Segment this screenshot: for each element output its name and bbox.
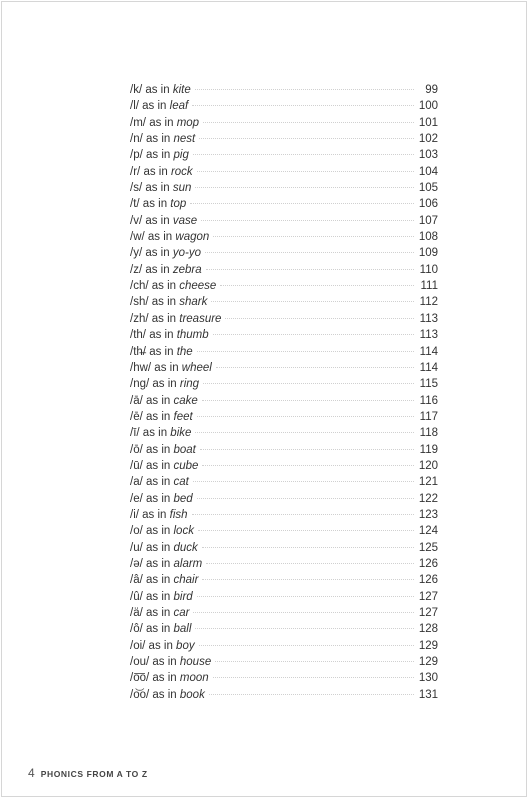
toc-example-word: thumb <box>176 329 209 342</box>
toc-example-word: alarm <box>173 557 203 570</box>
toc-entry-label <box>130 687 205 703</box>
toc-example-word: top <box>170 198 187 211</box>
toc-page-number: 126 <box>418 557 438 570</box>
toc-example-word: kite <box>172 84 191 96</box>
dot-leader <box>202 547 414 548</box>
dot-leader <box>202 579 414 580</box>
toc-sound: /e/ <box>130 492 143 505</box>
toc-example-word: lock <box>173 525 194 538</box>
dot-leader <box>205 252 414 253</box>
toc-entry-label <box>130 393 198 409</box>
toc-sound: /ō/ <box>130 443 143 456</box>
toc-entry-label <box>130 294 207 310</box>
table-of-contents <box>130 82 438 703</box>
toc-example-word: fish <box>169 508 188 521</box>
dot-leader <box>199 645 414 646</box>
toc-page-number: 112 <box>419 296 438 309</box>
toc-page-number: 118 <box>419 427 438 440</box>
toc-example-word: shark <box>179 296 208 309</box>
toc-entry <box>130 621 438 637</box>
toc-entry <box>130 294 438 310</box>
toc-connector: as in <box>146 459 171 472</box>
toc-example-word: boat <box>173 443 196 456</box>
toc-page-number: 106 <box>418 198 438 211</box>
toc-page-number: 124 <box>418 525 438 538</box>
toc-connector: as in <box>152 672 177 685</box>
toc-entry-label <box>130 572 198 588</box>
toc-sound: /o͞o/ <box>130 672 150 685</box>
toc-sound: /hw/ <box>130 361 152 374</box>
dot-leader <box>202 465 414 466</box>
toc-connector: as in <box>142 198 168 211</box>
toc-connector: as in <box>145 247 170 260</box>
dot-leader <box>216 367 414 368</box>
toc-page-number: 127 <box>418 590 438 603</box>
toc-example-word: boy <box>176 639 195 652</box>
toc-example-word: treasure <box>179 312 222 325</box>
dot-leader <box>198 530 414 531</box>
dot-leader <box>193 612 414 613</box>
toc-page-number: 127 <box>418 607 438 619</box>
toc-entry-label <box>130 311 221 327</box>
toc-entry-label <box>130 409 193 425</box>
toc-connector: as in <box>142 427 168 440</box>
toc-example-word: ring <box>179 378 200 391</box>
toc-sound: /v/ <box>130 214 143 227</box>
toc-sound: /o/ <box>130 525 143 538</box>
toc-entry <box>130 654 438 670</box>
toc-entry <box>130 115 438 131</box>
toc-entry-label <box>130 82 191 98</box>
dot-leader <box>213 334 414 335</box>
toc-entry-label <box>130 327 209 343</box>
toc-example-word: bird <box>173 590 193 603</box>
dot-leader <box>213 677 414 678</box>
dot-leader <box>195 628 414 629</box>
toc-entry-label <box>130 213 197 229</box>
toc-entry <box>130 262 438 278</box>
toc-page-number: 101 <box>418 116 438 129</box>
toc-entry <box>130 458 438 474</box>
dot-leader <box>200 449 414 450</box>
toc-entry <box>130 278 438 294</box>
toc-connector: as in <box>152 378 177 391</box>
toc-sound: /ā/ <box>130 394 143 407</box>
toc-entry-label <box>130 180 191 196</box>
toc-sound: /y/ <box>130 247 143 260</box>
dot-leader <box>199 138 414 139</box>
dot-leader <box>195 432 414 433</box>
toc-connector: as in <box>145 182 170 195</box>
dot-leader <box>197 416 414 417</box>
toc-sound: /ng/ <box>130 378 150 391</box>
toc-entry <box>130 425 438 441</box>
dot-leader <box>225 318 414 319</box>
dot-leader <box>195 89 414 90</box>
toc-connector: as in <box>146 410 171 423</box>
toc-entry-label <box>130 245 201 261</box>
toc-page-number: 114 <box>419 345 438 358</box>
toc-entry <box>130 147 438 163</box>
toc-page-number: 100 <box>418 100 438 113</box>
toc-entry-label <box>130 262 202 278</box>
dot-leader <box>192 514 414 515</box>
toc-sound: /ə/ <box>130 557 143 570</box>
toc-page-number: 128 <box>418 623 438 636</box>
toc-example-word: duck <box>173 541 198 554</box>
toc-sound: /û/ <box>130 590 143 603</box>
toc-page-number: 113 <box>419 329 438 342</box>
dot-leader <box>192 105 414 106</box>
toc-page-number: 105 <box>418 182 438 195</box>
toc-entry <box>130 507 438 523</box>
toc-entry-label <box>130 278 216 294</box>
toc-page-number: 129 <box>418 639 438 652</box>
toc-sound: /ū/ <box>130 459 143 472</box>
toc-sound: /sh/ <box>130 296 149 309</box>
toc-entry-label <box>130 474 189 490</box>
toc-entry <box>130 311 438 327</box>
toc-sound: /w/ <box>130 231 145 244</box>
toc-page-number: 99 <box>425 84 438 96</box>
toc-entry <box>130 556 438 572</box>
dot-leader <box>213 236 414 237</box>
dot-leader <box>203 383 414 384</box>
toc-sound: /ch/ <box>130 280 149 293</box>
toc-sound: /i/ <box>130 508 139 521</box>
toc-sound: /n/ <box>130 133 143 146</box>
toc-entry-label <box>130 131 195 147</box>
toc-example-word: nest <box>173 133 196 146</box>
toc-sound: /t/ <box>130 198 140 211</box>
toc-connector: as in <box>143 165 168 178</box>
toc-example-word: ball <box>173 623 192 636</box>
toc-entry-label <box>130 196 186 212</box>
toc-page-number: 116 <box>419 394 438 407</box>
toc-page-number: 110 <box>419 263 438 276</box>
toc-example-word: book <box>179 688 205 701</box>
toc-connector: as in <box>149 329 174 342</box>
toc-connector: as in <box>151 296 177 309</box>
dot-leader <box>206 563 414 564</box>
toc-connector: as in <box>146 133 171 146</box>
toc-page-number: 119 <box>419 443 438 456</box>
toc-sound: /ī/ <box>130 427 140 440</box>
toc-example-word: wagon <box>175 231 210 244</box>
toc-example-word: cat <box>173 476 189 489</box>
dot-leader <box>215 661 414 662</box>
toc-entry <box>130 164 438 180</box>
toc-connector: as in <box>151 312 177 325</box>
toc-page-number: 108 <box>418 231 438 244</box>
toc-entry-label <box>130 654 211 670</box>
toc-entry-label <box>130 670 209 686</box>
toc-sound: /a/ <box>130 476 143 489</box>
toc-sound: /r/ <box>130 165 141 178</box>
toc-page-number: 111 <box>420 280 438 293</box>
toc-example-word: vase <box>172 214 198 227</box>
toc-sound: /zh/ <box>130 312 149 325</box>
toc-entry <box>130 670 438 686</box>
toc-entry <box>130 213 438 229</box>
toc-entry <box>130 82 438 98</box>
toc-page-number: 131 <box>418 688 438 701</box>
toc-sound: /ē/ <box>130 410 143 423</box>
footer-book-title: PHONICS FROM A TO Z <box>40 769 148 779</box>
toc-page-number: 130 <box>418 672 438 685</box>
toc-page-number: 125 <box>418 541 438 554</box>
toc-entry-label <box>130 147 189 163</box>
dot-leader <box>211 301 414 302</box>
dot-leader <box>197 351 414 352</box>
toc-connector: as in <box>148 639 173 652</box>
toc-example-word: zebra <box>172 263 202 276</box>
dot-leader <box>190 203 414 204</box>
toc-example-word: bike <box>170 427 192 440</box>
toc-page-number: 109 <box>418 247 438 260</box>
toc-entry <box>130 245 438 261</box>
toc-sound: /u/ <box>130 541 143 554</box>
toc-connector: as in <box>145 84 170 96</box>
toc-example-word: house <box>179 656 212 669</box>
toc-entry <box>130 572 438 588</box>
toc-page-number: 113 <box>419 312 438 325</box>
toc-page-number: 102 <box>418 133 438 146</box>
toc-entry <box>130 344 438 360</box>
toc-entry-label <box>130 458 198 474</box>
toc-entry <box>130 98 438 114</box>
toc-entry <box>130 638 438 654</box>
dot-leader <box>209 694 414 695</box>
toc-example-word: chair <box>173 574 199 587</box>
toc-connector: as in <box>147 231 173 244</box>
toc-entry <box>130 196 438 212</box>
toc-page-number: 104 <box>418 165 438 178</box>
dot-leader <box>193 154 414 155</box>
toc-sound: /k/ <box>130 84 143 96</box>
toc-entry-label <box>130 229 209 245</box>
toc-page-number: 107 <box>418 214 438 227</box>
toc-sound: /o͝o/ <box>130 688 150 701</box>
page-footer <box>28 766 148 780</box>
toc-connector: as in <box>154 361 179 374</box>
dot-leader <box>197 171 414 172</box>
toc-page-number: 117 <box>419 410 438 423</box>
toc-sound: /m/ <box>130 116 146 129</box>
toc-page-number: 126 <box>418 574 438 587</box>
toc-entry-label <box>130 589 193 605</box>
toc-entry-label <box>130 621 191 637</box>
toc-sound: /oi/ <box>130 639 146 652</box>
toc-entry <box>130 180 438 196</box>
toc-connector: as in <box>152 688 177 701</box>
toc-connector: as in <box>145 263 170 276</box>
toc-entry <box>130 409 438 425</box>
toc-entry <box>130 474 438 490</box>
toc-sound: /â/ <box>130 574 143 587</box>
toc-entry-label <box>130 360 212 376</box>
toc-example-word: mop <box>176 116 200 129</box>
dot-leader <box>220 285 414 286</box>
toc-connector: as in <box>151 280 177 293</box>
dot-leader <box>195 187 414 188</box>
dot-leader <box>193 481 414 482</box>
toc-entry <box>130 327 438 343</box>
toc-connector: as in <box>146 574 171 587</box>
toc-sound: /ô/ <box>130 623 143 636</box>
toc-entry <box>130 540 438 556</box>
dot-leader <box>201 220 414 221</box>
toc-page-number: 129 <box>418 656 438 669</box>
toc-page-number: 123 <box>418 508 438 521</box>
toc-entry <box>130 360 438 376</box>
toc-connector: as in <box>146 623 171 636</box>
toc-entry-label <box>130 344 193 360</box>
toc-example-word: pig <box>173 149 189 162</box>
toc-sound: /ou/ <box>130 656 150 669</box>
toc-entry-label <box>130 605 189 621</box>
toc-entry-label <box>130 491 193 507</box>
toc-example-word: leaf <box>169 100 189 113</box>
toc-connector: as in <box>146 476 171 489</box>
toc-connector: as in <box>146 443 171 456</box>
toc-connector: as in <box>146 492 171 505</box>
toc-connector: as in <box>146 541 171 554</box>
toc-example-word: car <box>173 607 190 619</box>
dot-leader <box>197 498 414 499</box>
toc-sound: /z/ <box>130 263 143 276</box>
toc-example-word: cake <box>173 394 198 407</box>
toc-entry-label <box>130 540 198 556</box>
toc-entry-label <box>130 556 202 572</box>
toc-entry-label <box>130 638 195 654</box>
toc-entry-label <box>130 523 194 539</box>
toc-example-word: bed <box>173 492 193 505</box>
toc-connector: as in <box>146 590 171 603</box>
toc-entry <box>130 605 438 621</box>
toc-sound: /l/ <box>130 100 139 113</box>
dot-leader <box>197 596 414 597</box>
toc-entry-label <box>130 98 188 114</box>
toc-page-number: 122 <box>418 492 438 505</box>
toc-connector: as in <box>145 214 170 227</box>
toc-page-number: 103 <box>418 149 438 162</box>
toc-connector: as in <box>146 607 171 619</box>
toc-page-number: 121 <box>418 476 438 489</box>
toc-example-word: wheel <box>181 361 212 374</box>
toc-connector: as in <box>149 345 174 358</box>
toc-page-number: 114 <box>419 361 438 374</box>
toc-entry <box>130 687 438 703</box>
toc-sound: /p/ <box>130 149 143 162</box>
toc-example-word: moon <box>179 672 209 685</box>
toc-entry <box>130 376 438 392</box>
toc-sound: /th̶/ <box>130 345 146 358</box>
toc-example-word: rock <box>170 165 193 178</box>
toc-entry-label <box>130 507 188 523</box>
toc-connector: as in <box>146 149 171 162</box>
toc-connector: as in <box>142 508 167 521</box>
toc-connector: as in <box>142 100 167 113</box>
toc-page-number: 115 <box>419 378 438 391</box>
dot-leader <box>203 122 414 123</box>
toc-entry <box>130 491 438 507</box>
toc-connector: as in <box>152 656 177 669</box>
toc-connector: as in <box>149 116 174 129</box>
toc-sound: /s/ <box>130 182 143 195</box>
dot-leader <box>202 400 414 401</box>
toc-entry <box>130 131 438 147</box>
footer-page-number: 4 <box>28 766 35 780</box>
toc-sound: /ä/ <box>130 607 143 619</box>
toc-sound: /th/ <box>130 329 146 342</box>
toc-entry-label <box>130 376 199 392</box>
toc-connector: as in <box>146 525 171 538</box>
toc-connector: as in <box>146 557 171 570</box>
toc-example-word: sun <box>172 182 192 195</box>
toc-example-word: yo-yo <box>172 247 201 260</box>
toc-entry <box>130 442 438 458</box>
toc-example-word: cube <box>173 459 199 472</box>
toc-example-word: cheese <box>179 280 217 293</box>
toc-page-number: 120 <box>418 459 438 472</box>
toc-entry-label <box>130 442 196 458</box>
toc-example-word: the <box>176 345 193 358</box>
toc-entry <box>130 393 438 409</box>
toc-entry-label <box>130 425 191 441</box>
toc-entry <box>130 589 438 605</box>
toc-entry-label <box>130 115 199 131</box>
toc-example-word: feet <box>173 410 193 423</box>
dot-leader <box>206 269 414 270</box>
toc-entry <box>130 523 438 539</box>
toc-entry-label <box>130 164 193 180</box>
toc-entry <box>130 229 438 245</box>
toc-connector: as in <box>146 394 171 407</box>
